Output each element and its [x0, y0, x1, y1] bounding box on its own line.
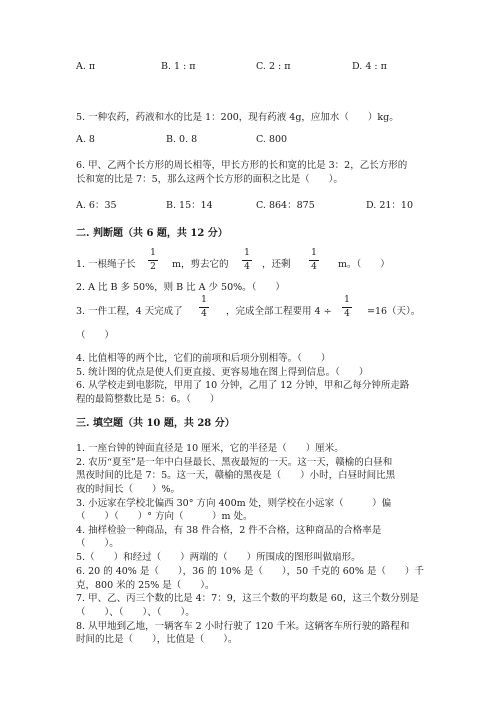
fraction-numerator: 1 [311, 248, 317, 258]
fill-line: 5.（ ）和经过（ ）两端的（ ）所围成的图形叫做扇形。 [76, 552, 361, 563]
fraction-one-quarter [199, 296, 209, 319]
fraction-bar [242, 260, 252, 261]
judge-q1-unit-2: m。（ ） [338, 259, 390, 270]
q6-line-2: 长和宽的比是 7：5，那么这两个长方形的面积之比是（ ）。 [76, 174, 343, 185]
q5-option-a: A. 8 [76, 134, 95, 145]
judge-q6-line-2: 程的最简整数比是 5：6。（ ） [76, 394, 220, 405]
judge-q2: 2. A 比 B 多 50%，则 B 比 A 少 50%。（ ） [76, 282, 285, 293]
fraction-bar [148, 260, 158, 261]
fill-line: （ ）。 [76, 538, 119, 549]
judge-q1-unit-1: m，剪去它的 [172, 259, 229, 270]
fill-line: 7. 甲、乙、丙三个数的比是 4：7：9，这三个数的平均数是 60，这三个数分别是 [76, 593, 419, 604]
judge-q6-line-1: 6. 从学校走到电影院，甲用了 10 分钟，乙用了 12 分钟，甲和乙每分钟所走路 [76, 380, 410, 391]
fill-line: 6. 20 的 40% 是（ ），36 的 10% 是（ ），50 千克的 60% 是（ ）千 [76, 566, 424, 577]
judge-q3-part-4: （ ） [76, 330, 115, 341]
fill-line: （ ）（ ）° 方向（ ）m 处。 [76, 511, 253, 522]
judge-q3-part-3: =16（天）。 [367, 306, 421, 317]
fill-line: 3. 小远家在学校北偏西 30° 方向 400m 处，则学校在小远家（ ）偏 [76, 498, 392, 509]
q5-option-b: B. 0. 8 [166, 134, 198, 145]
q4-option-c: C. 2 : π [256, 61, 291, 72]
q4-option-a: A. π [76, 61, 96, 72]
judge-q5: 5. 统计图的优点是使人们更直接、更容易地在图上得到信息。（ ） [76, 367, 369, 378]
q4-option-d: D. 4 : π [352, 61, 387, 72]
section-3-title: 三. 填空题（共 10 题，共 28 分） [76, 418, 235, 429]
fraction-denominator: 4 [201, 309, 207, 319]
fill-line: 时间的比是（ ），比值是（ ）。 [76, 634, 238, 645]
fill-line: 2. 农历“夏至”是一年中白昼最长、黑夜最短的一天。这一天，赣榆的白昼和 [76, 457, 393, 468]
q6-option-b: B. 15：14 [166, 200, 213, 211]
judge-q3-part-2: ，完成全部工程要用 4 ÷ [226, 306, 332, 317]
fill-line: 夜的时间长（ ）%。 [76, 484, 181, 495]
fraction-one-half [148, 249, 158, 272]
fraction-numerator: 1 [344, 295, 350, 305]
fraction-one-quarter [309, 249, 319, 272]
fraction-bar [309, 260, 319, 261]
section-2-title: 二. 判断题（共 6 题，共 12 分） [76, 228, 228, 239]
fraction-bar [342, 307, 352, 308]
fill-line: 1. 一座台钟的钟面直径是 10 厘米，它的半径是（ ）厘米。 [76, 443, 344, 454]
fraction-numerator: 1 [244, 248, 250, 258]
fraction-one-quarter [242, 249, 252, 272]
judge-q1-part-1: 1. 一根绳子长 [76, 259, 136, 270]
fill-line: 克，800 米的 25% 是（ ）。 [76, 580, 215, 591]
q5-option-c: C. 800 [256, 134, 288, 145]
fraction-denominator: 4 [244, 262, 250, 272]
fill-line: 8. 从甲地到乙地，一辆客车 2 小时行驶了 120 千米。这辆客车所行驶的路程和 [76, 621, 410, 632]
judge-q4: 4. 比值相等的两个比，它们的前项和后项分别相等。（ ） [76, 353, 331, 364]
q6-option-d: D. 21：10 [366, 200, 413, 211]
fill-line: 4. 抽样检验一种商品，有 38 件合格，2 件不合格，这种商品的合格率是 [76, 525, 382, 536]
q6-option-c: C. 864：875 [256, 200, 315, 211]
fraction-denominator: 2 [150, 262, 156, 272]
fraction-denominator: 4 [344, 309, 350, 319]
fraction-denominator: 4 [311, 262, 317, 272]
q6-option-a: A. 6：35 [76, 200, 117, 211]
fraction-numerator: 1 [201, 295, 207, 305]
fill-line: （ ）、（ ）、（ ）。 [76, 607, 195, 618]
fill-line: 黑夜时间的比是 7：5。这一天，赣榆的黑夜是（ ）小时，白昼时间比黑 [76, 470, 396, 481]
q5-stem: 5. 一种农药，药液和水的比是 1：200，现有药液 4g，应加水（ ）kg。 [76, 112, 399, 123]
fraction-one-quarter [342, 296, 352, 319]
q6-line-1: 6. 甲、乙两个长方形的周长相等，甲长方形的长和宽的比是 3：2，乙长方形的 [76, 160, 408, 171]
fraction-numerator: 1 [150, 248, 156, 258]
q4-option-b: B. 1 : π [161, 61, 196, 72]
judge-q1-part-2: ，还剩 [262, 259, 291, 270]
judge-q3-part-1: 3. 一件工程，4 天完成了 [76, 306, 183, 317]
fraction-bar [199, 307, 209, 308]
